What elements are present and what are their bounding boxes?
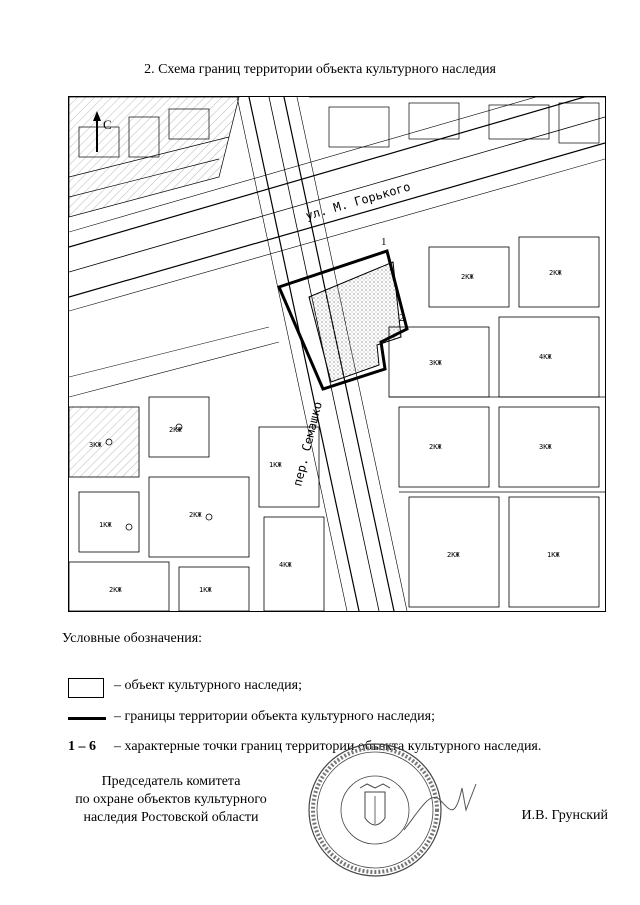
building-label: 2КЖ bbox=[447, 551, 460, 559]
building-label: 4КЖ bbox=[539, 353, 552, 361]
site-plan-map bbox=[68, 96, 606, 612]
building-label: 1КЖ bbox=[269, 461, 282, 469]
street-label-semashko: пер. Семашко bbox=[290, 400, 325, 488]
legend-item-text: – границы территории объекта культурного наследия; bbox=[114, 709, 435, 724]
legend-item-text: – характерные точки границ территории объекта культурного наследия. bbox=[114, 739, 542, 754]
building-label: 3КЖ bbox=[89, 441, 102, 449]
building-label: 2КЖ bbox=[109, 586, 122, 594]
position-line: по охране объектов культурного bbox=[75, 792, 267, 807]
handwritten-signature bbox=[400, 780, 480, 840]
building-label: 1КЖ bbox=[547, 551, 560, 559]
building-block-right bbox=[389, 237, 605, 607]
building-label: 2КЖ bbox=[461, 273, 474, 281]
building-label: 4КЖ bbox=[279, 561, 292, 569]
position-line: наследия Ростовской области bbox=[83, 810, 259, 825]
street-label-gorkogo: ул. М. Горького bbox=[303, 179, 413, 223]
building-block-bottom-left bbox=[69, 397, 324, 611]
legend-item-text: – объект культурного наследия; bbox=[114, 678, 302, 693]
building-label: 2КЖ bbox=[549, 269, 562, 277]
building-label: 2КЖ bbox=[169, 426, 182, 434]
building-block-top-left bbox=[69, 97, 239, 217]
map-drawing bbox=[69, 97, 605, 611]
signatory-name: И.В. Грунский bbox=[521, 808, 608, 823]
legend-heading: Условные обозначения: bbox=[62, 631, 203, 646]
legend-boundary-swatch bbox=[68, 717, 106, 720]
page-title: 2. Схема границ территории объекта культурного наследия bbox=[144, 62, 496, 77]
legend-points-key: 1 – 6 bbox=[68, 739, 96, 754]
north-label: С bbox=[103, 117, 112, 132]
building-label: 1КЖ bbox=[99, 521, 112, 529]
signatory-position bbox=[62, 773, 280, 827]
position-line: Председатель комитета bbox=[101, 774, 241, 789]
legend-item-boundary bbox=[68, 709, 628, 729]
boundary-point-1: 1 bbox=[381, 236, 387, 248]
building-label: 1КЖ bbox=[199, 586, 212, 594]
building-label: 3КЖ bbox=[429, 359, 442, 367]
legend-item-object bbox=[68, 678, 628, 698]
building-label: 2КЖ bbox=[189, 511, 202, 519]
boundary-point-2: 2 bbox=[399, 312, 405, 324]
legend-object-swatch bbox=[68, 678, 104, 698]
building-label: 2КЖ bbox=[429, 443, 442, 451]
building-label: 3КЖ bbox=[539, 443, 552, 451]
open-area bbox=[69, 327, 279, 397]
